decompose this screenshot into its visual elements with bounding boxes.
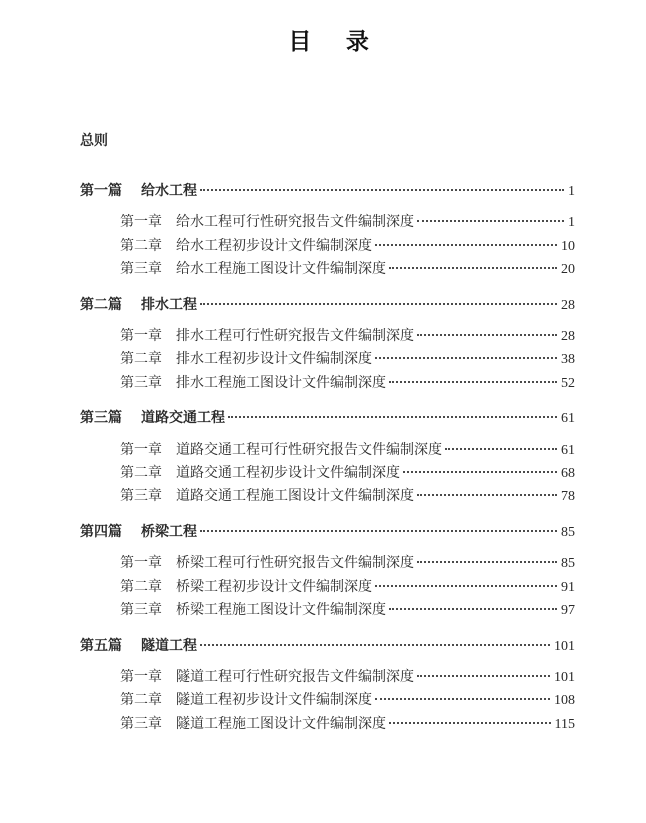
- chapter-page-number: 101: [554, 669, 575, 685]
- chapter-title: 排水工程可行性研究报告文件编制深度: [176, 329, 414, 345]
- dot-leader: [389, 381, 557, 383]
- part-page-number: 85: [561, 524, 575, 540]
- chapter-number: 第一章: [120, 669, 162, 685]
- part-page-number: 28: [561, 297, 575, 313]
- part-number: 第三篇: [80, 411, 122, 427]
- toc-chapter-entry: [80, 439, 575, 462]
- dot-leader: [200, 189, 564, 191]
- dot-leader: [403, 471, 557, 473]
- part-title: 给水工程: [141, 184, 197, 199]
- chapter-page-number: 38: [561, 352, 575, 368]
- chapter-page-number: 97: [561, 603, 575, 619]
- part-title: 隧道工程: [141, 638, 197, 654]
- part-page-number: 101: [554, 638, 575, 654]
- chapter-number: 第三章: [120, 716, 162, 732]
- dot-leader: [417, 220, 564, 222]
- chapter-number: 第二章: [120, 579, 162, 595]
- page-title: 目 录: [288, 29, 375, 54]
- chapter-page-number: 115: [554, 716, 575, 732]
- dot-leader: [375, 585, 557, 587]
- chapter-title: 桥梁工程施工图设计文件编制深度: [176, 603, 386, 619]
- chapter-page-number: 28: [561, 329, 575, 345]
- part-title: 排水工程: [141, 297, 197, 313]
- part-title: 桥梁工程: [141, 524, 197, 540]
- chapter-title: 道路交通工程初步设计文件编制深度: [176, 466, 400, 482]
- part-page-number: 61: [561, 411, 575, 427]
- toc-chapter-entry: [80, 713, 575, 736]
- chapter-title: 排水工程施工图设计文件编制深度: [176, 375, 386, 391]
- toc-section-drainage: [80, 294, 575, 396]
- chapter-title: 隧道工程可行性研究报告文件编制深度: [176, 669, 414, 685]
- toc-section-road-traffic: [80, 407, 575, 509]
- dot-leader: [445, 448, 557, 450]
- chapter-title: 排水工程初步设计文件编制深度: [176, 352, 372, 368]
- chapter-page-number: 108: [554, 693, 575, 709]
- part-page-number: 1: [568, 184, 575, 199]
- toc-part-entry: [80, 294, 575, 317]
- chapter-number: 第一章: [120, 556, 162, 572]
- chapter-page-number: 91: [561, 579, 575, 595]
- dot-leader: [389, 267, 557, 269]
- chapter-title: 给水工程施工图设计文件编制深度: [176, 262, 386, 278]
- chapter-title: 隧道工程施工图设计文件编制深度: [176, 716, 386, 732]
- toc-part-entry: [80, 407, 575, 430]
- chapter-page-number: 52: [561, 375, 575, 391]
- chapter-number: 第二章: [120, 238, 162, 254]
- dot-leader: [417, 334, 557, 336]
- toc-part-entry: [80, 180, 575, 203]
- toc-chapter-entry: [80, 689, 575, 712]
- dot-leader: [389, 722, 551, 724]
- chapter-number: 第三章: [120, 603, 162, 619]
- chapter-page-number: 1: [568, 215, 575, 231]
- toc-chapter-entry: [80, 552, 575, 575]
- dot-leader: [417, 494, 557, 496]
- toc-chapter-entry: [80, 211, 575, 234]
- part-number: 第二篇: [80, 297, 122, 313]
- chapter-number: 第二章: [120, 352, 162, 368]
- dot-leader: [417, 561, 557, 563]
- dot-leader: [375, 698, 550, 700]
- dot-leader: [375, 244, 557, 246]
- toc-chapter-entry: [80, 348, 575, 371]
- chapter-number: 第三章: [120, 489, 162, 505]
- toc-chapter-entry: [80, 462, 575, 485]
- dot-leader: [375, 357, 557, 359]
- chapter-number: 第二章: [120, 466, 162, 482]
- table-of-contents: [80, 180, 575, 736]
- chapter-page-number: 78: [561, 489, 575, 505]
- chapter-title: 给水工程可行性研究报告文件编制深度: [176, 215, 414, 231]
- chapter-number: 第三章: [120, 262, 162, 278]
- toc-chapter-entry: [80, 325, 575, 348]
- dot-leader: [389, 608, 557, 610]
- general-rules-heading: 总则: [80, 134, 108, 149]
- toc-part-entry: [80, 635, 575, 658]
- chapter-page-number: 10: [561, 238, 575, 254]
- chapter-page-number: 61: [561, 442, 575, 458]
- part-number: 第五篇: [80, 638, 122, 654]
- dot-leader: [200, 530, 557, 532]
- part-number: 第四篇: [80, 524, 122, 540]
- part-number: 第一篇: [80, 184, 122, 199]
- chapter-title: 道路交通工程施工图设计文件编制深度: [176, 489, 414, 505]
- chapter-page-number: 20: [561, 262, 575, 278]
- toc-chapter-entry: [80, 666, 575, 689]
- toc-chapter-entry: [80, 576, 575, 599]
- chapter-page-number: 68: [561, 466, 575, 482]
- toc-chapter-entry: [80, 599, 575, 622]
- chapter-page-number: 85: [561, 556, 575, 572]
- toc-section-bridge: [80, 521, 575, 623]
- toc-chapter-entry: [80, 485, 575, 508]
- chapter-number: 第一章: [120, 442, 162, 458]
- part-title: 道路交通工程: [141, 411, 225, 427]
- chapter-number: 第二章: [120, 693, 162, 709]
- chapter-number: 第三章: [120, 375, 162, 391]
- toc-section-tunnel: [80, 635, 575, 737]
- chapter-number: 第一章: [120, 215, 162, 231]
- chapter-title: 隧道工程初步设计文件编制深度: [176, 693, 372, 709]
- chapter-title: 道路交通工程可行性研究报告文件编制深度: [176, 442, 442, 458]
- toc-chapter-entry: [80, 258, 575, 281]
- toc-chapter-entry: [80, 235, 575, 258]
- chapter-title: 给水工程初步设计文件编制深度: [176, 238, 372, 254]
- dot-leader: [417, 675, 550, 677]
- toc-chapter-entry: [80, 372, 575, 395]
- chapter-number: 第一章: [120, 329, 162, 345]
- dot-leader: [200, 303, 557, 305]
- chapter-title: 桥梁工程可行性研究报告文件编制深度: [176, 556, 414, 572]
- dot-leader: [228, 416, 557, 418]
- dot-leader: [200, 644, 550, 646]
- toc-section-water-supply: [80, 180, 575, 282]
- chapter-title: 桥梁工程初步设计文件编制深度: [176, 579, 372, 595]
- toc-part-entry: [80, 521, 575, 544]
